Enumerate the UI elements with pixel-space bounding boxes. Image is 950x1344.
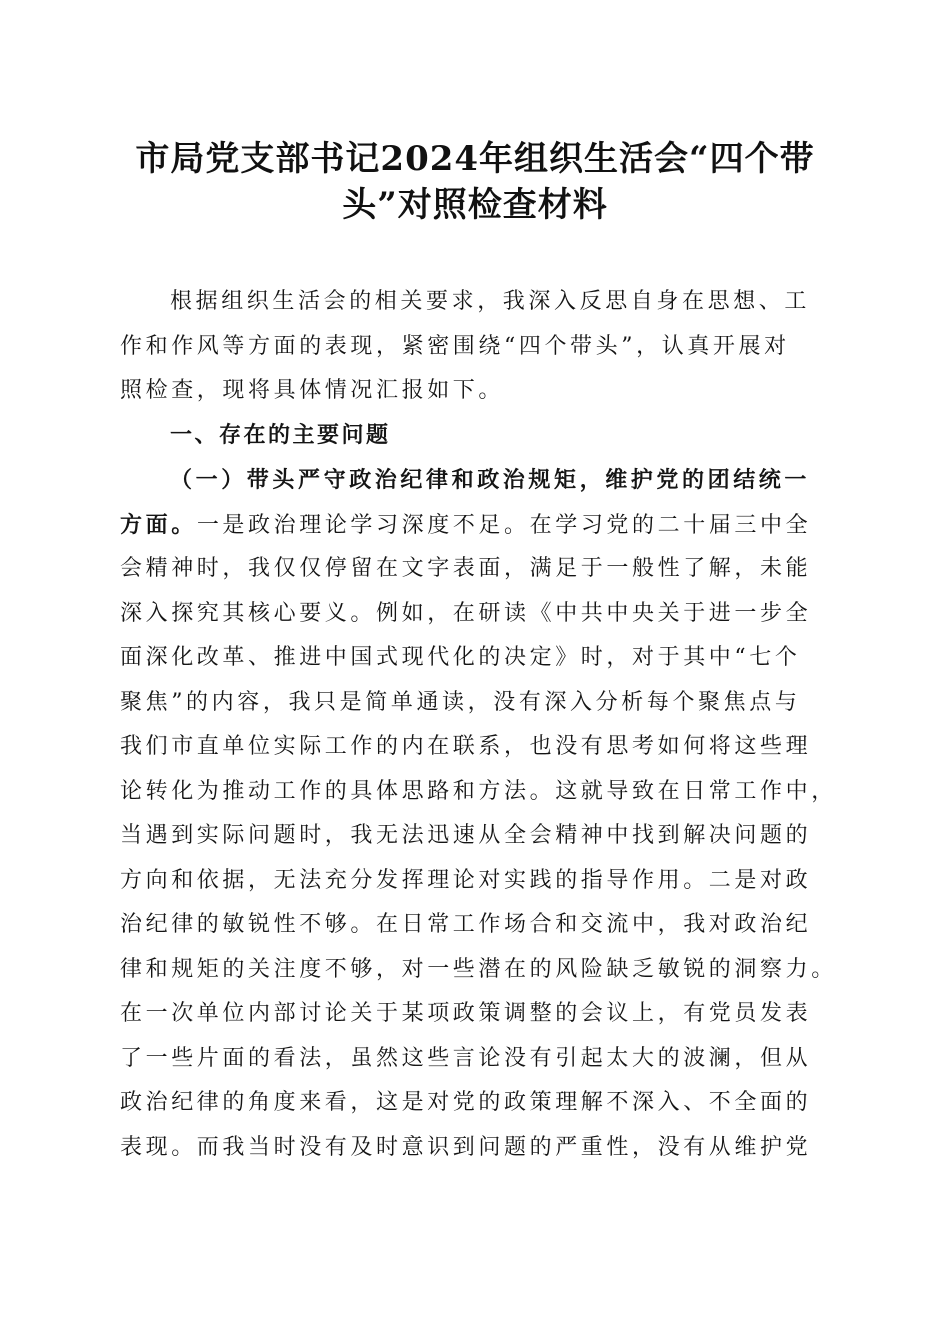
paragraph-line-first bbox=[120, 503, 840, 548]
title-line-1: 市局党支部书记2024年组织生活会“四个带 bbox=[135, 139, 815, 179]
document-title bbox=[110, 136, 840, 228]
section-heading: 一、存在的主要问题 bbox=[170, 422, 391, 448]
intro-line-1: 根据组织生活会的相关要求，我深入反思自身在思想、工 bbox=[170, 289, 811, 314]
paragraph-line: 论转化为推动工作的具体思路和方法。这就导致在日常工作中， bbox=[120, 778, 837, 804]
paragraph-line: 治纪律的敏锐性不够。在日常工作场合和交流中，我对政治纪 bbox=[120, 912, 812, 937]
title-line-2: 头”对照检查材料 bbox=[342, 185, 608, 225]
subsection-heading: （一）带头严守政治纪律和政治规矩，维护党的团结统一 bbox=[170, 467, 811, 493]
intro-line-3: 照检查，现将具体情况汇报如下。 bbox=[120, 378, 505, 403]
paragraph-line: 在一次单位内部讨论关于某项政策调整的会议上，有党员发表 bbox=[120, 1001, 812, 1026]
paragraph-line: 表现。而我当时没有及时意识到问题的严重性，没有从维护党 bbox=[120, 1134, 812, 1160]
paragraph-line: 我们市直单位实际工作的内在联系，也没有思考如何将这些理 bbox=[120, 734, 812, 759]
paragraph-line: 方向和依据，无法充分发挥理论对实践的指导作用。二是对政 bbox=[120, 867, 812, 893]
paragraph-line: 面深化改革、推进中国式现代化的决定》时，对于其中“七个 bbox=[120, 645, 801, 670]
paragraph-line: 当遇到实际问题时，我无法迅速从全会精神中找到解决问题的 bbox=[120, 823, 812, 848]
paragraph-line: 律和规矩的关注度不够，对一些潜在的风险缺乏敏锐的洞察力。 bbox=[120, 956, 837, 982]
document-body bbox=[120, 280, 840, 1170]
paragraph-line: 聚焦”的内容，我只是简单通读，没有深入分析每个聚焦点与 bbox=[120, 689, 801, 715]
paragraph-line-first-rest: 一是政治理论学习深度不足。在学习党的二十届三中全 bbox=[196, 512, 812, 538]
paragraph-line: 政治纪律的角度来看，这是对党的政策理解不深入、不全面的 bbox=[120, 1090, 812, 1115]
paragraph-line: 深入探究其核心要义。例如，在研读《中共中央关于进一步全 bbox=[120, 600, 812, 626]
paragraph-line: 了一些片面的看法，虽然这些言论没有引起太大的波澜，但从 bbox=[120, 1045, 812, 1071]
paragraph-line: 会精神时，我仅仅停留在文字表面，满足于一般性了解，未能 bbox=[120, 556, 812, 581]
subsection-heading-cont: 方面。 bbox=[120, 511, 197, 538]
intro-line-2: 作和作风等方面的表现，紧密围绕“四个带头”，认真开展对 bbox=[120, 333, 790, 359]
